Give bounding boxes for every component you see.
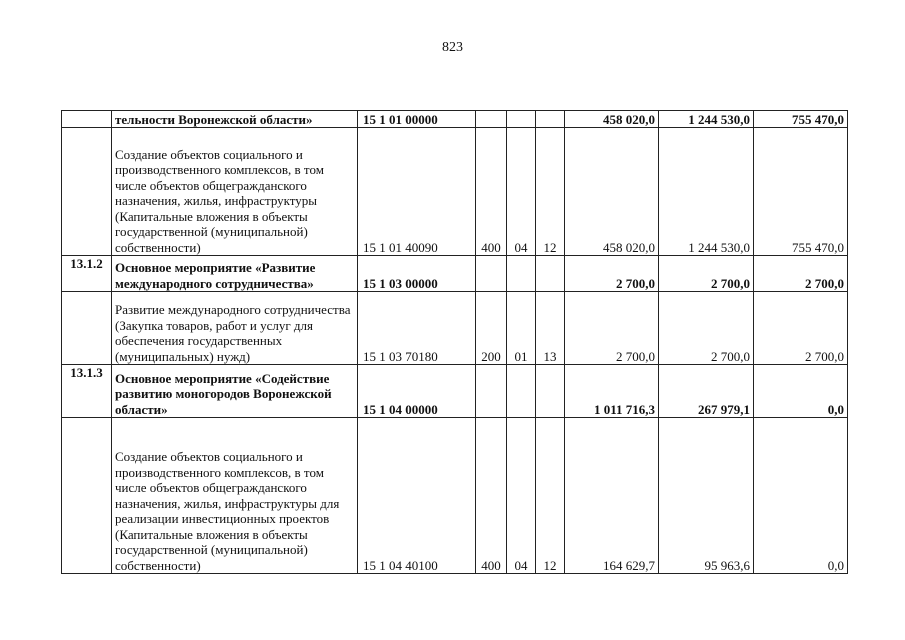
row-value-2: 1 244 530,0 [659, 128, 754, 256]
row-kvr [476, 365, 507, 418]
row-value-1: 2 700,0 [565, 256, 659, 292]
row-pr: 12 [536, 418, 565, 574]
row-rz: 04 [507, 128, 536, 256]
row-value-3: 2 700,0 [754, 292, 848, 365]
row-value-2: 2 700,0 [659, 292, 754, 365]
page-number: 823 [442, 40, 463, 55]
row-name: Основное мероприятие «Развитие международного сотрудничества» [112, 256, 358, 292]
row-pr [536, 256, 565, 292]
row-value-1: 1 011 716,3 [565, 365, 659, 418]
row-value-2: 2 700,0 [659, 256, 754, 292]
row-rz: 01 [507, 292, 536, 365]
row-kvr: 400 [476, 128, 507, 256]
table-row [62, 365, 848, 418]
row-code: 15 1 01 00000 [358, 111, 476, 128]
row-value-3: 2 700,0 [754, 256, 848, 292]
row-kvr [476, 256, 507, 292]
row-number [62, 128, 112, 256]
row-value-2: 1 244 530,0 [659, 111, 754, 128]
row-value-1: 458 020,0 [565, 111, 659, 128]
row-kvr: 400 [476, 418, 507, 574]
row-value-1: 458 020,0 [565, 128, 659, 256]
row-pr [536, 365, 565, 418]
row-number: 13.1.3 [62, 365, 112, 418]
table-row [62, 128, 848, 256]
row-code: 15 1 04 00000 [358, 365, 476, 418]
row-code: 15 1 03 00000 [358, 256, 476, 292]
row-pr: 12 [536, 128, 565, 256]
row-number [62, 292, 112, 365]
table-row [62, 292, 848, 365]
row-pr: 13 [536, 292, 565, 365]
row-name: тельности Воронежской области» [112, 111, 358, 128]
row-rz [507, 256, 536, 292]
row-kvr [476, 111, 507, 128]
row-value-3: 0,0 [754, 418, 848, 574]
row-value-3: 755 470,0 [754, 111, 848, 128]
row-rz: 04 [507, 418, 536, 574]
row-value-2: 95 963,6 [659, 418, 754, 574]
row-number [62, 418, 112, 574]
row-number: 13.1.2 [62, 256, 112, 292]
table-row [62, 256, 848, 292]
row-value-3: 0,0 [754, 365, 848, 418]
row-value-3: 755 470,0 [754, 128, 848, 256]
row-number [62, 111, 112, 128]
budget-table [61, 110, 848, 574]
row-name: Создание объектов социального и производственного комплексов, в том числе объектов общегражданского назначения, жилья, инфраструктуры (Капитальные вложения в объекты государственной (муниципальной) собственности) [112, 128, 358, 256]
table-row [62, 111, 848, 128]
row-code: 15 1 04 40100 [358, 418, 476, 574]
row-value-2: 267 979,1 [659, 365, 754, 418]
row-name: Развитие международного сотрудничества (Закупка товаров, работ и услуг для обеспечения государственных (муниципальных) нужд) [112, 292, 358, 365]
row-code: 15 1 03 70180 [358, 292, 476, 365]
row-rz [507, 111, 536, 128]
row-code: 15 1 01 40090 [358, 128, 476, 256]
row-value-1: 164 629,7 [565, 418, 659, 574]
row-name: Основное мероприятие «Содействие развитию моногородов Воронежской области» [112, 365, 358, 418]
table-row [62, 418, 848, 574]
row-kvr: 200 [476, 292, 507, 365]
row-pr [536, 111, 565, 128]
row-name: Создание объектов социального и производственного комплексов, в том числе объектов общегражданского назначения, жилья, инфраструктуры для реализации инвестиционных проектов (Капитальные вложения в объекты государственной (муниципальной) собственности) [112, 418, 358, 574]
row-rz [507, 365, 536, 418]
row-value-1: 2 700,0 [565, 292, 659, 365]
